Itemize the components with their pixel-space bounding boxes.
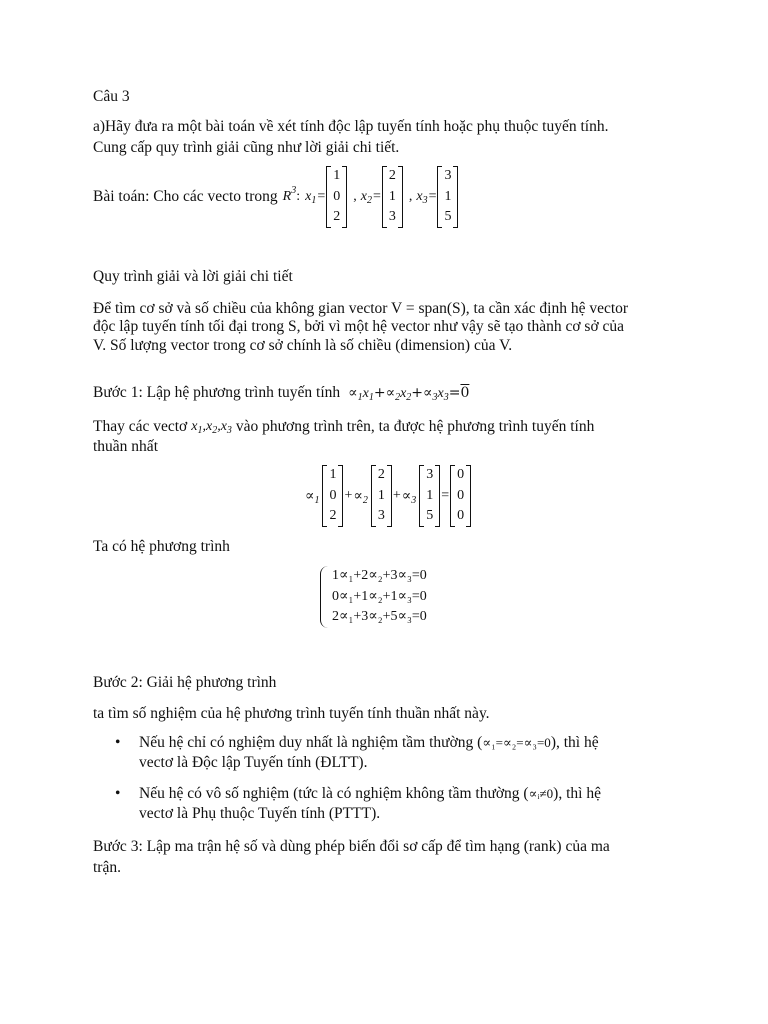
equation-system: [320, 566, 427, 628]
vector-x3: 3 1 5: [437, 166, 458, 228]
system-intro: Ta có hệ phương trình: [93, 538, 230, 555]
nontrivial-solution-math: ∝ᵢ≠0: [528, 786, 554, 801]
problem-statement: Bài toán: Cho các vecto trong $R^3$ : $x_1$ = 1 0 2 , $x_2$ = 2 1 3 , $x_3$ = 3 1 5: [93, 170, 458, 224]
equation-2: 0∝₁+1∝₂+1∝₃=0: [332, 588, 427, 604]
space-symbol: $R^3$: [282, 185, 297, 204]
procedure-title: Quy trình giải và lời giải chi tiết: [93, 268, 293, 285]
problem-colon: :: [296, 189, 301, 204]
question-heading: Câu 3: [93, 88, 130, 105]
step3-line-2: trận.: [93, 859, 121, 876]
step1-text: Bước 1: Lập hệ phương trình tuyến tính: [93, 384, 341, 401]
substitute-line: [93, 418, 594, 436]
step2-title: Bước 2: Giải hệ phương trình: [93, 674, 277, 691]
intro-line-3: V. Số lượng vector trong cơ sở chính là số chiều (dimension) của V.: [93, 337, 513, 354]
step1-equation: $\propto_1x_1+\propto_2x_2+\propto_3x_3=0$: [348, 384, 470, 403]
substitute-post: vào phương trình trên, ta được hệ phương trình tuyến tính: [235, 418, 595, 435]
intro-line-2: độc lập tuyến tính tối đại trong S, bởi vì một hệ vector như vậy sẽ tạo thành cơ sở của: [93, 318, 625, 335]
vector-x1: 1 0 2: [326, 166, 347, 228]
bullet-marker: •: [115, 785, 121, 802]
step3-line-1: Bước 3: Lập ma trận hệ số và dùng phép biến đổi sơ cấp để tìm hạng (rank) của ma: [93, 838, 610, 855]
problem-text: Bài toán: Cho các vecto trong: [93, 188, 278, 205]
coef-alpha-2: $\propto_2$: [353, 487, 368, 506]
step2-intro: ta tìm số nghiệm của hệ phương trình tuyến tính thuần nhất này.: [93, 705, 490, 722]
coef-alpha-1: $\propto_1$: [305, 487, 320, 506]
column-3: 3 1 5: [419, 465, 440, 527]
solution-cases-list: [93, 733, 683, 835]
vector-list: $x_1,x_2,x_3$: [191, 419, 232, 436]
part-a-line-1: a)Hãy đưa ra một bài toán về xét tính độc lập tuyến tính hoặc phụ thuộc tuyến tính.: [93, 118, 609, 135]
rhs-zero-vector: 0 0 0: [450, 465, 471, 527]
list-item: • Nếu hệ có vô số nghiệm (tức là có nghiệm không tầm thường (∝ᵢ≠0), thì hệ vectơ là Phụ thuộc Tuyến tính (PTTT).: [115, 785, 601, 822]
list-item: • Nếu hệ chỉ có nghiệm duy nhất là nghiệm tầm thường (∝₁=∝₂=∝₃=0), thì hệ vectơ là Độc lập Tuyến tính (ĐLTT).: [115, 734, 599, 771]
equation-1: 1∝₁+2∝₂+3∝₃=0: [332, 568, 427, 583]
vector-x2-label: $x_2$: [360, 189, 372, 206]
trivial-solution-math: ∝₁=∝₂=∝₃=0: [482, 735, 551, 750]
bullet-marker: •: [115, 734, 121, 751]
vector-x1-label: $x_1$: [305, 189, 317, 206]
column-1: 1 0 2: [322, 465, 343, 527]
substitute-line-2: thuần nhất: [93, 438, 158, 455]
equation-3: 2∝₁+3∝₂+5∝₃=0: [332, 609, 427, 624]
coef-alpha-3: $\propto_3$: [401, 487, 417, 506]
step1-line: [93, 384, 469, 402]
intro-line-1: Để tìm cơ sở và số chiều của không gian vector V = span(S), ta cần xác định hệ vector: [93, 300, 629, 317]
part-a-line-2: Cung cấp quy trình giải cũng như lời giải chi tiết.: [93, 139, 400, 156]
left-brace: [320, 566, 329, 628]
vector-x2: 2 1 3: [382, 166, 403, 228]
column-2: 2 1 3: [371, 465, 392, 527]
vector-x3-label: $x_3$: [416, 189, 428, 206]
matrix-equation: $\propto_1$ 1 0 2 + $\propto_2$ 2 1 3 + $\propto_3$ 3 1 5 = 0 0 0: [305, 466, 471, 526]
substitute-pre: Thay các vectơ: [93, 418, 188, 435]
